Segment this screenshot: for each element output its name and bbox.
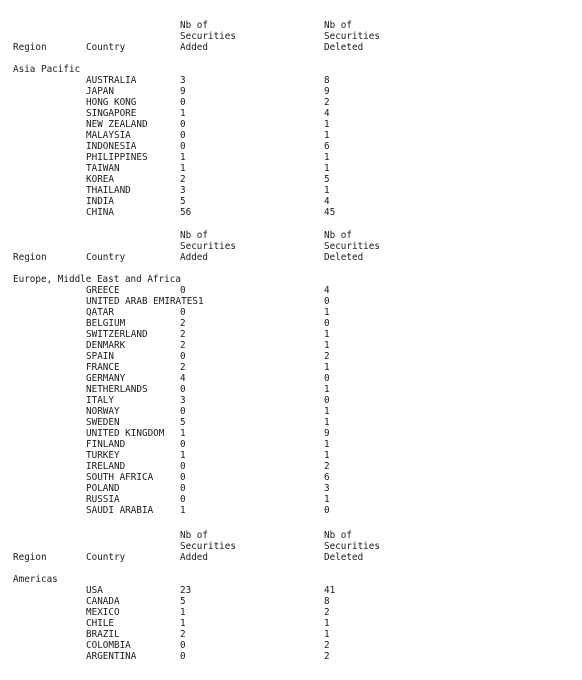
added-cell: 9 [180,86,186,97]
country-cell: NETHERLANDS [86,384,148,395]
added-cell: 2 [180,318,186,329]
deleted-cell: 0 [324,296,330,307]
deleted-cell: 2 [324,97,330,108]
header-deleted-line: Securities [324,241,380,252]
added-cell: 0 [180,307,186,318]
added-cell: 0 [180,651,186,662]
country-cell: SPAIN [86,351,114,362]
country-cell: CHILE [86,618,114,629]
deleted-cell: 0 [324,373,330,384]
added-cell: 2 [180,340,186,351]
added-cell: 23 [180,585,192,596]
country-cell: COLOMBIA [86,640,131,651]
deleted-cell: 6 [324,141,330,152]
country-cell: BRAZIL [86,629,120,640]
country-cell: SWEDEN [86,417,120,428]
country-cell: NEW ZEALAND [86,119,148,130]
country-cell: ITALY [86,395,114,406]
deleted-cell: 1 [324,119,330,130]
country-cell: CHINA [86,207,114,218]
added-cell: 1 [180,618,186,629]
country-cell: USA [86,585,103,596]
country-cell: KOREA [86,174,114,185]
deleted-cell: 8 [324,596,330,607]
country-cell: CANADA [86,596,120,607]
added-cell: 0 [180,97,186,108]
deleted-cell: 1 [324,307,330,318]
region-label: Asia Pacific [13,64,81,75]
header-deleted-line: Deleted [324,552,364,563]
added-cell: 3 [180,185,186,196]
header-deleted-line: Nb of [324,530,352,541]
header-country: Country [86,252,126,263]
deleted-cell: 9 [324,86,330,97]
country-cell: AUSTRALIA [86,75,137,86]
added-cell: 1 [180,428,186,439]
added-cell: 5 [180,596,186,607]
deleted-cell: 1 [324,406,330,417]
header-deleted-line: Nb of [324,20,352,31]
country-cell: POLAND [86,483,120,494]
deleted-cell: 0 [324,318,330,329]
country-cell: UNITED ARAB EMIRATES1 [86,296,204,307]
country-cell: MALAYSIA [86,130,131,141]
region-label: Americas [13,574,58,585]
deleted-cell: 1 [324,185,330,196]
country-cell: FINLAND [86,439,126,450]
added-cell: 5 [180,196,186,207]
deleted-cell: 0 [324,395,330,406]
added-cell: 0 [180,406,186,417]
header-added-line: Added [180,42,208,53]
added-cell: 0 [180,439,186,450]
deleted-cell: 1 [324,362,330,373]
added-cell: 0 [180,384,186,395]
header-region: Region [13,252,47,263]
deleted-cell: 4 [324,285,330,296]
deleted-cell: 4 [324,108,330,119]
header-added-line: Added [180,552,208,563]
header-added-line: Nb of [180,230,208,241]
added-cell: 2 [180,174,186,185]
added-cell: 4 [180,373,186,384]
country-cell: DENMARK [86,340,126,351]
deleted-cell: 2 [324,651,330,662]
added-cell: 1 [180,607,186,618]
deleted-cell: 1 [324,439,330,450]
header-added-line: Nb of [180,20,208,31]
added-cell: 0 [180,483,186,494]
added-cell: 5 [180,417,186,428]
added-cell: 0 [180,461,186,472]
country-cell: FRANCE [86,362,120,373]
report-section [0,530,582,662]
added-cell: 1 [180,450,186,461]
added-cell: 56 [180,207,192,218]
deleted-cell: 1 [324,618,330,629]
country-cell: SAUDI ARABIA [86,505,154,516]
added-cell: 0 [180,472,186,483]
country-cell: PHILIPPINES [86,152,148,163]
added-cell: 3 [180,75,186,86]
header-region: Region [13,42,47,53]
added-cell: 2 [180,329,186,340]
deleted-cell: 1 [324,450,330,461]
report-section [0,230,582,516]
header-deleted-line: Nb of [324,230,352,241]
deleted-cell: 1 [324,152,330,163]
header-region: Region [13,552,47,563]
report-section [0,20,582,218]
deleted-cell: 1 [324,384,330,395]
country-cell: JAPAN [86,86,114,97]
country-cell: THAILAND [86,185,131,196]
header-deleted-line: Deleted [324,252,364,263]
deleted-cell: 1 [324,629,330,640]
country-cell: SINGAPORE [86,108,137,119]
deleted-cell: 1 [324,329,330,340]
country-cell: INDIA [86,196,114,207]
deleted-cell: 4 [324,196,330,207]
country-cell: ARGENTINA [86,651,137,662]
deleted-cell: 3 [324,483,330,494]
header-added-line: Securities [180,541,236,552]
deleted-cell: 2 [324,607,330,618]
country-cell: BELGIUM [86,318,126,329]
added-cell: 1 [180,108,186,119]
deleted-cell: 6 [324,472,330,483]
country-cell: RUSSIA [86,494,120,505]
header-deleted-line: Deleted [324,42,364,53]
added-cell: 0 [180,141,186,152]
country-cell: QATAR [86,307,114,318]
country-cell: GREECE [86,285,120,296]
deleted-cell: 9 [324,428,330,439]
deleted-cell: 45 [324,207,336,218]
added-cell: 1 [180,163,186,174]
country-cell: HONG KONG [86,97,137,108]
country-cell: TAIWAN [86,163,120,174]
country-cell: UNITED KINGDOM [86,428,165,439]
added-cell: 3 [180,395,186,406]
deleted-cell: 41 [324,585,336,596]
deleted-cell: 5 [324,174,330,185]
country-cell: IRELAND [86,461,126,472]
added-cell: 0 [180,285,186,296]
deleted-cell: 1 [324,130,330,141]
deleted-cell: 2 [324,640,330,651]
header-added-line: Securities [180,31,236,42]
country-cell: GERMANY [86,373,126,384]
header-deleted-line: Securities [324,541,380,552]
deleted-cell: 1 [324,417,330,428]
deleted-cell: 1 [324,494,330,505]
deleted-cell: 1 [324,163,330,174]
deleted-cell: 2 [324,351,330,362]
added-cell: 2 [180,629,186,640]
header-country: Country [86,552,126,563]
header-added-line: Nb of [180,530,208,541]
header-added-line: Added [180,252,208,263]
region-label: Europe, Middle East and Africa [13,274,181,285]
added-cell: 1 [180,152,186,163]
country-cell: NORWAY [86,406,120,417]
added-cell: 1 [180,505,186,516]
country-cell: INDONESIA [86,141,137,152]
country-cell: SOUTH AFRICA [86,472,154,483]
country-cell: SWITZERLAND [86,329,148,340]
added-cell: 0 [180,351,186,362]
header-added-line: Securities [180,241,236,252]
added-cell: 0 [180,640,186,651]
deleted-cell: 2 [324,461,330,472]
added-cell: 0 [180,130,186,141]
header-country: Country [86,42,126,53]
country-cell: TURKEY [86,450,120,461]
added-cell: 0 [180,494,186,505]
country-cell: MEXICO [86,607,120,618]
deleted-cell: 8 [324,75,330,86]
added-cell: 2 [180,362,186,373]
deleted-cell: 0 [324,505,330,516]
deleted-cell: 1 [324,340,330,351]
header-deleted-line: Securities [324,31,380,42]
added-cell: 0 [180,119,186,130]
